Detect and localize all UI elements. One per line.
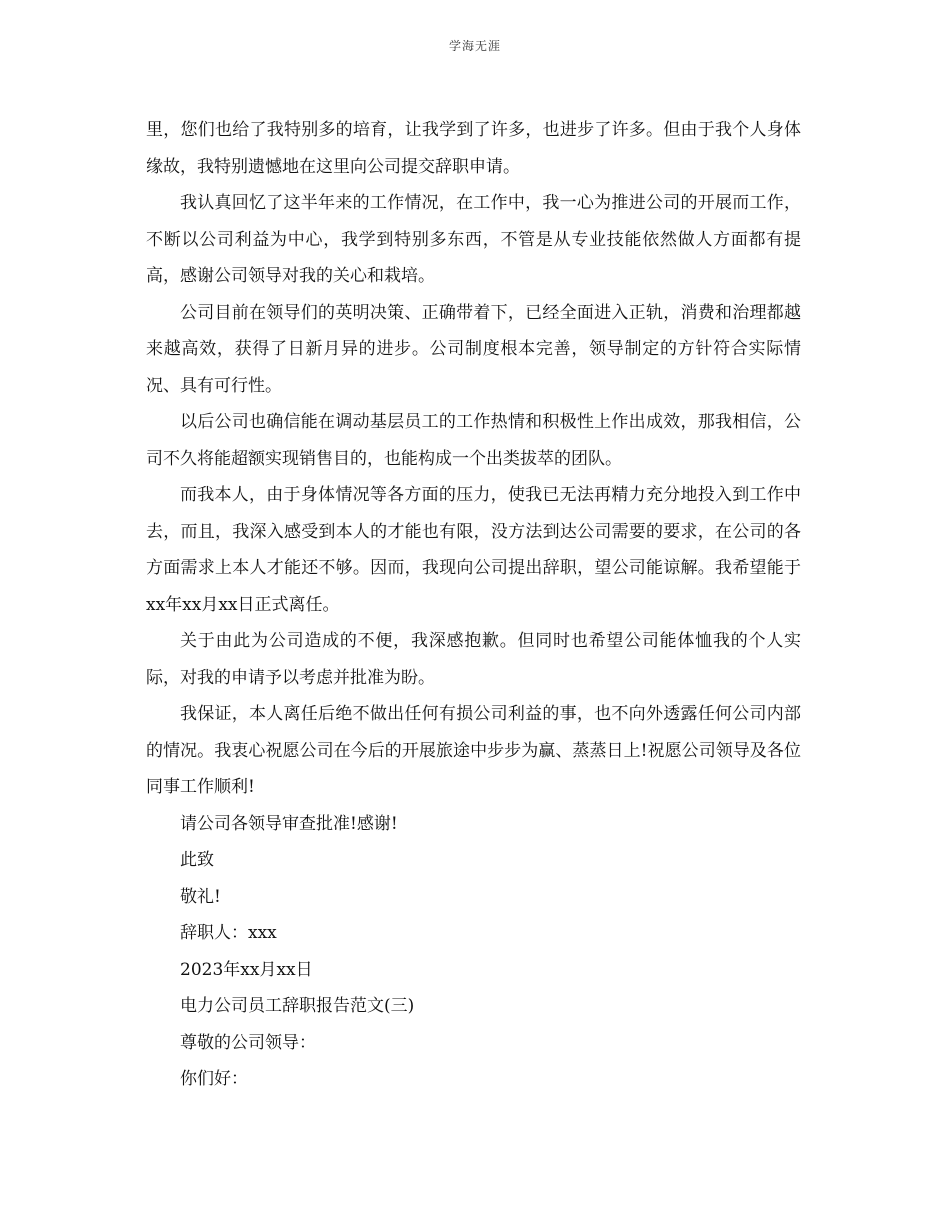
paragraph: 关于由此为公司造成的不便，我深感抱歉。但同时也希望公司能体恤我的个人实际，对我的申请予以考虑并批准为盼。 <box>146 631 801 688</box>
paragraph: 而我本人，由于身体情况等各方面的压力，使我已无法再精力充分地投入到工作中去，而且，我深入感受到本人的才能也有限，没方法到达公司需要的要求，在公司的各方面需求上本人才能还不够。因而，我现向公司提出辞职，望公司能谅解。我希望能于xx年xx月xx日正式离任。 <box>146 485 801 615</box>
signature-date: 2023年xx月xx日 <box>180 959 313 980</box>
salutation-regards: 敬礼! <box>180 886 221 907</box>
paragraph: 我认真回忆了这半年来的工作情况，在工作中，我一心为推进公司的开展而工作，不断以公司利益为中心，我学到特别多东西，不管是从专业技能依然做人方面都有提高，感谢公司领导对我的关心和栽培。 <box>146 193 801 286</box>
page-header: 学海无涯 <box>448 39 501 53</box>
document-body <box>146 112 801 1098</box>
signature-name: 辞职人：xxx <box>180 923 277 943</box>
paragraph: 我保证，本人离任后绝不做出任何有损公司利益的事，也不向外透露任何公司内部的情况。我衷心祝愿公司在今后的开展旅途中步步为赢、蒸蒸日上!祝愿公司领导及各位同事工作顺利! <box>146 704 801 797</box>
salutation-close: 此致 <box>180 850 214 870</box>
greeting: 你们好： <box>180 1069 248 1089</box>
greeting-addressee: 尊敬的公司领导： <box>180 1032 316 1053</box>
paragraph: 以后公司也确信能在调动基层员工的工作热情和积极性上作出成效，那我相信，公司不久将能超额实现销售目的，也能构成一个出类拔萃的团队。 <box>146 412 801 469</box>
closing-request: 请公司各领导审查批准!感谢! <box>180 813 398 834</box>
paragraph: 公司目前在领导们的英明决策、正确带着下，已经全面进入正轨，消费和治理都越来越高效，获得了日新月异的进步。公司制度根本完善，领导制定的方针符合实际情况、具有可行性。 <box>146 302 801 396</box>
section-title: 电力公司员工辞职报告范文(三) <box>180 996 415 1016</box>
paragraph: 里，您们也给了我特别多的培育，让我学到了许多，也进步了许多。但由于我个人身体缘故，我特别遗憾地在这里向公司提交辞职申请。 <box>146 120 801 177</box>
